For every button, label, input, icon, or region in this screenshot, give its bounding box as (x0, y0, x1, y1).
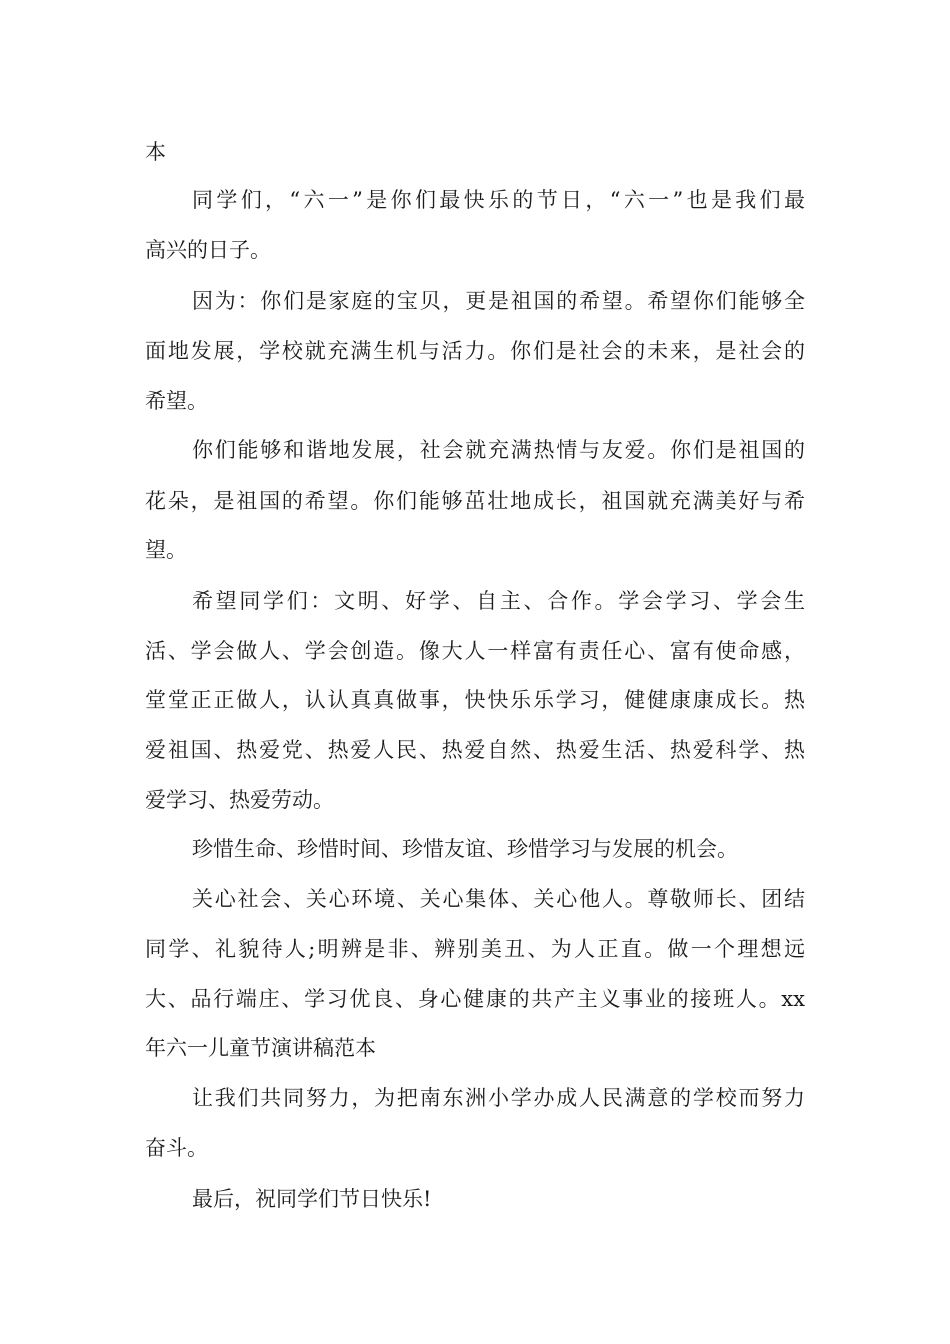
text-line: 爱学习、热爱劳动。 (145, 788, 334, 812)
text-line: 你们能够和谐地发展，社会就充满热情与友爱。你们是祖国的 (192, 438, 805, 462)
text-line: 关心社会、关心环境、关心集体、关心他人。尊敬师长、团结 (192, 887, 805, 911)
text-line: 希望。 (145, 389, 208, 413)
text-line: 让我们共同努力，为把南东洲小学办成人民满意的学校而努力 (192, 1086, 805, 1110)
text-line: 因为：你们是家庭的宝贝，更是祖国的希望。希望你们能够全 (192, 289, 805, 313)
text-line: 大、品行端庄、学习优良、身心健康的共产主义事业的接班人。xx (145, 987, 805, 1011)
text-line: 花朵，是祖国的希望。你们能够茁壮地成长，祖国就充满美好与希 (145, 489, 805, 513)
text-line: 活、学会做人、学会创造。像大人一样富有责任心、富有使命感， (145, 639, 805, 663)
text-line: 同学、礼貌待人;明辨是非、辨别美丑、为人正直。做一个理想远 (145, 937, 805, 961)
text-line: 堂堂正正做人，认认真真做事，快快乐乐学习，健健康康成长。热 (145, 688, 805, 712)
text-line: 望。 (145, 538, 187, 562)
text-line: 同学们，“六一”是你们最快乐的节日，“六一”也是我们最 (192, 188, 805, 212)
text-line: 奋斗。 (145, 1136, 208, 1160)
text-line: 面地发展，学校就充满生机与活力。你们是社会的未来，是社会的 (145, 339, 805, 363)
text-line: 希望同学们：文明、好学、自主、合作。学会学习、学会生 (192, 589, 805, 613)
text-line: 最后，祝同学们节日快乐! (192, 1187, 432, 1211)
text-line: 本 (145, 140, 166, 164)
text-line: 年六一儿童节演讲稿范本 (145, 1036, 376, 1060)
text-line: 高兴的日子。 (145, 238, 271, 262)
text-line: 爱祖国、热爱党、热爱人民、热爱自然、热爱生活、热爱科学、热 (145, 738, 805, 762)
text-line: 珍惜生命、珍惜时间、珍惜友谊、珍惜学习与发展的机会。 (192, 837, 738, 861)
